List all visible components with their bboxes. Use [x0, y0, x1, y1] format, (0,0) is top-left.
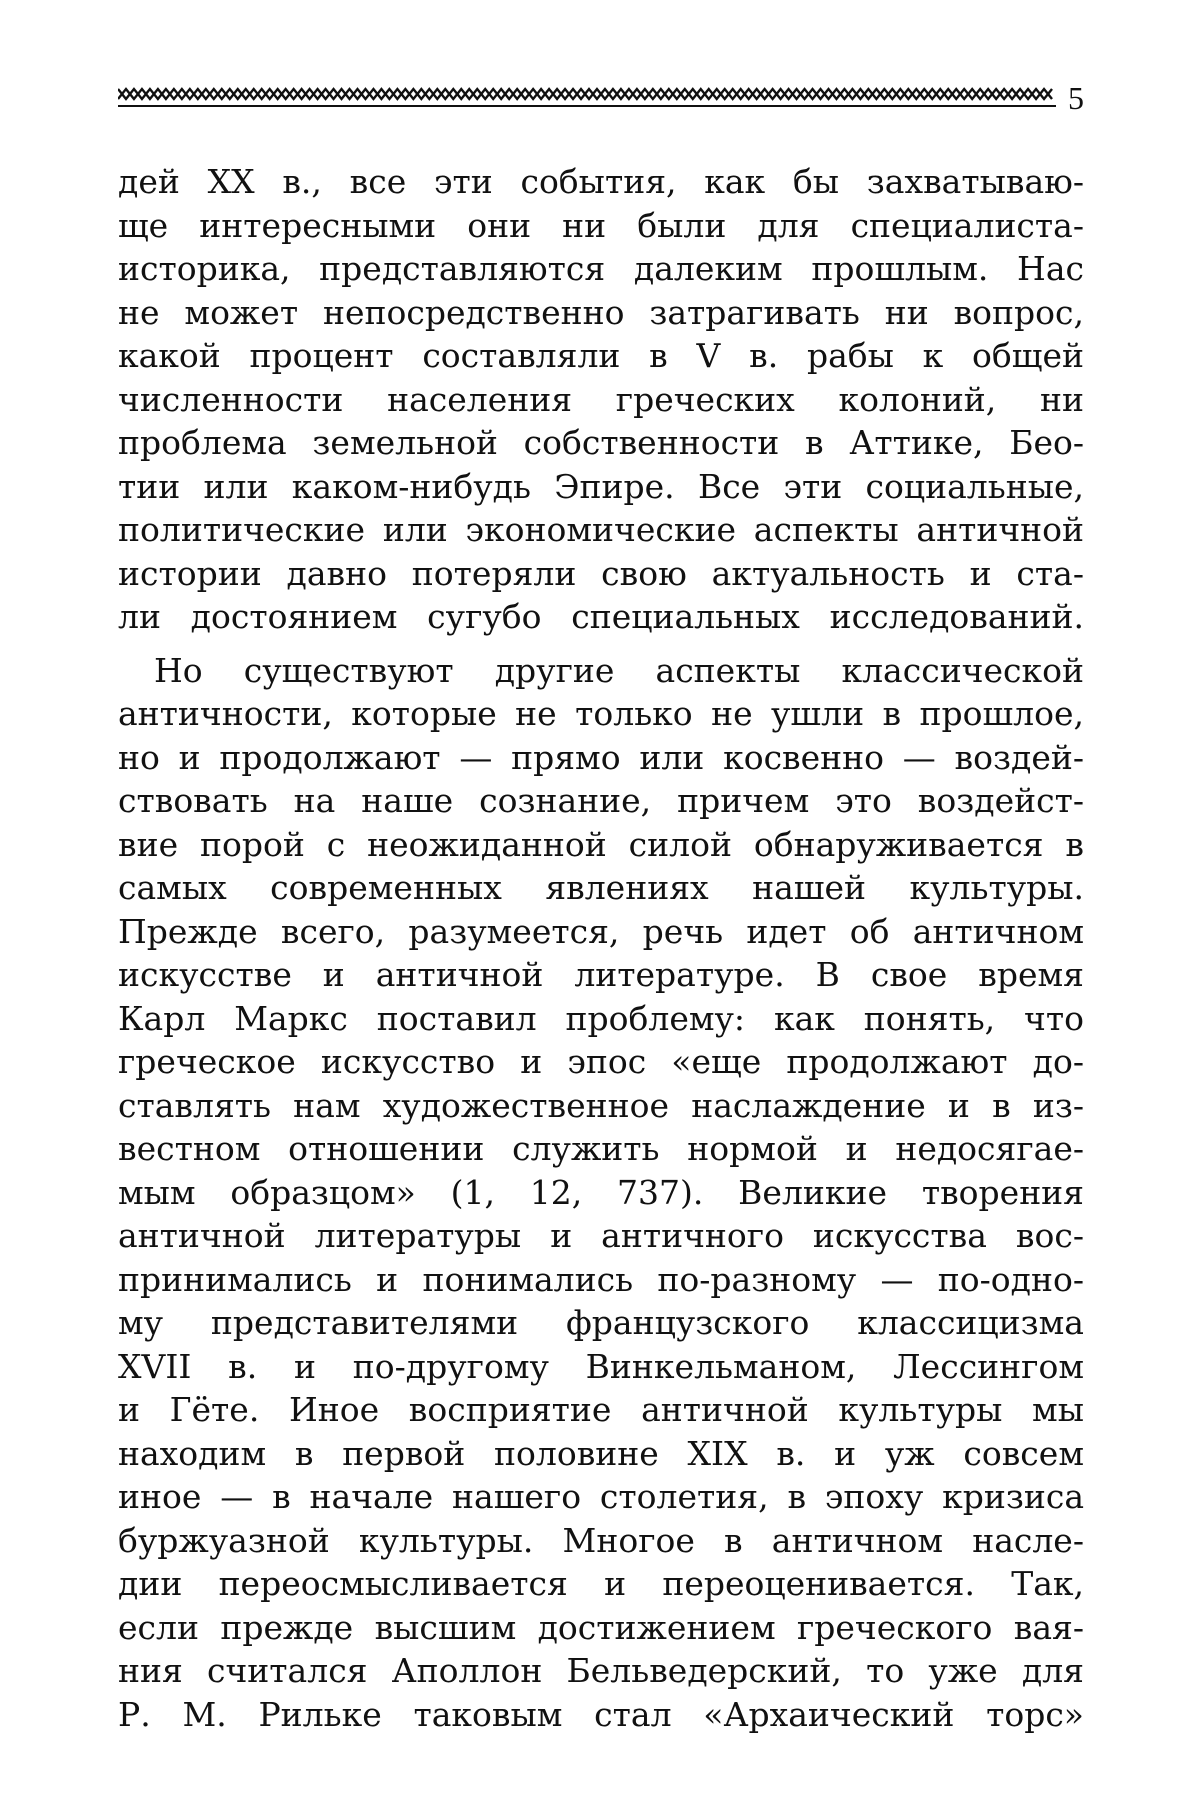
- text-line: тии или каком-нибудь Эпире. Все эти социальные,: [118, 466, 1084, 506]
- text-line: истории давно потеряли свою актуальность и ста-: [118, 553, 1084, 593]
- body-text: [118, 160, 1084, 1736]
- paragraph: [118, 160, 1084, 639]
- text-line: самых современных явлениях нашей культуры.: [118, 868, 1084, 907]
- text-line: мым образцом» (1, 12, 737). Великие творения: [118, 1172, 1084, 1212]
- text-line: какой процент составляли в V в. рабы к общей: [118, 336, 1084, 375]
- text-line: буржуазной культуры. Многое в античном насле-: [118, 1520, 1084, 1560]
- ornament-zigzag-graphic: [118, 87, 1056, 109]
- paragraph-gap: [118, 639, 1084, 649]
- text-line: Но существуют другие аспекты классической: [154, 650, 1084, 690]
- text-line: Р. М. Рильке таковым стал «Архаический торс»: [118, 1694, 1084, 1734]
- text-line: дии переосмысливается и переоценивается. Так,: [118, 1564, 1084, 1603]
- text-line: дей XX в., все эти события, как бы захватываю-: [118, 162, 1084, 201]
- text-line: историка, представляются далеким прошлым. Нас: [118, 249, 1084, 288]
- text-line: греческое искусство и эпос «еще продолжают до-: [118, 1042, 1084, 1081]
- text-line: ще интересными они ни были для специалиста-: [118, 205, 1084, 245]
- text-line: не может непосредственно затрагивать ни вопрос,: [118, 292, 1084, 332]
- text-line: вестном отношении служить нормой и недосягае-: [118, 1129, 1084, 1168]
- text-line: политические или экономические аспекты античной: [118, 510, 1084, 549]
- text-line: но и продолжают — прямо или косвенно — воздей-: [118, 737, 1084, 777]
- text-line: находим в первой половине XIX в. и уж совсем: [118, 1433, 1084, 1473]
- text-line: ствовать на наше сознание, причем это воздейст-: [118, 781, 1084, 820]
- text-line: Карл Маркс поставил проблему: как понять, что: [118, 998, 1084, 1038]
- text-line: Прежде всего, разумеется, речь идет об античном: [118, 911, 1084, 951]
- text-line: искусстве и античной литературе. В свое время: [118, 955, 1084, 994]
- text-line: принимались и понимались по-разному — по-одно-: [118, 1259, 1084, 1299]
- text-line: античности, которые не только не ушли в прошлое,: [118, 694, 1084, 733]
- text-line: если прежде высшим достижением греческого вая-: [118, 1607, 1084, 1647]
- paragraph: [118, 649, 1084, 1737]
- text-line: античной литературы и античного искусства вос-: [118, 1216, 1084, 1255]
- text-line: ния считался Аполлон Бельведерский, то уже для: [118, 1651, 1084, 1690]
- text-line: и Гёте. Иное восприятие античной культуры мы: [118, 1390, 1084, 1429]
- page-number: 5: [1068, 80, 1084, 116]
- page-header: [118, 78, 1084, 118]
- text-line: проблема земельной собственности в Аттике, Бео-: [118, 423, 1084, 462]
- text-line: вие порой с неожиданной силой обнаруживается в: [118, 824, 1084, 864]
- text-line: ставлять нам художественное наслаждение и в из-: [118, 1085, 1084, 1125]
- text-line: му представителями французского классицизма: [118, 1303, 1084, 1342]
- header-ornament: [118, 87, 1056, 109]
- text-line: численности населения греческих колоний, ни: [118, 379, 1084, 419]
- text-line: иное — в начале нашего столетия, в эпоху кризиса: [118, 1477, 1084, 1516]
- text-line: XVII в. и по-другому Винкельманом, Лессингом: [118, 1346, 1084, 1386]
- text-line: ли достоянием сугубо специальных исследований.: [118, 597, 1084, 636]
